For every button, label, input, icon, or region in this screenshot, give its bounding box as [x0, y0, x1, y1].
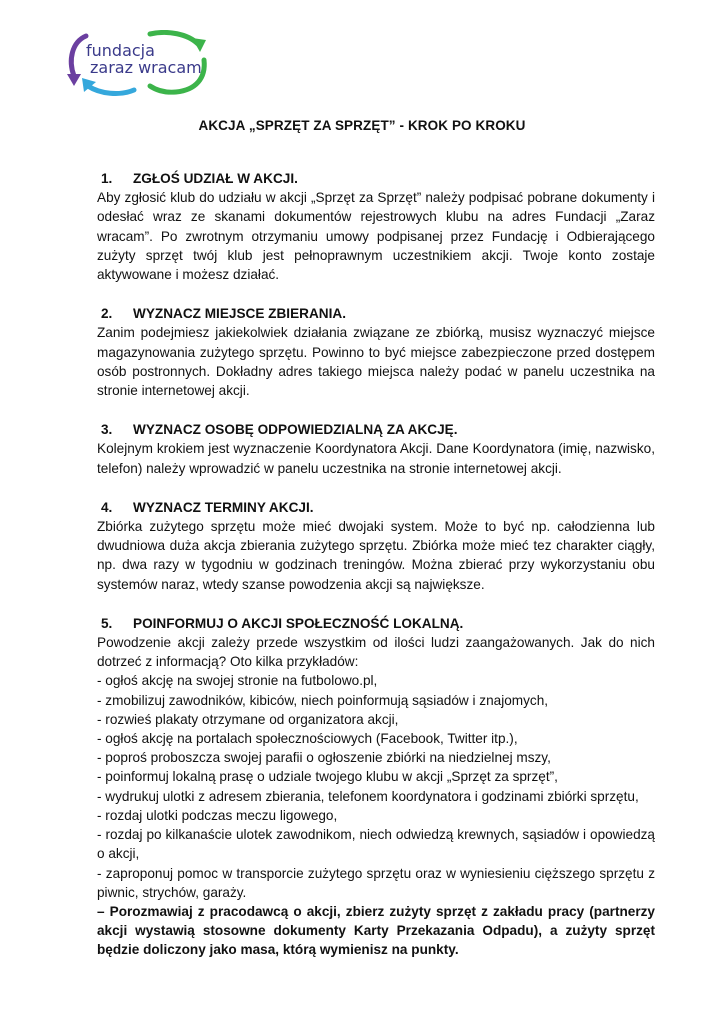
page-title: AKCJA „SPRZĘT ZA SPRZĘT” - KROK PO KROKU	[198, 118, 526, 133]
list-item: - poproś proboszcza swojej parafii o ogłoszenie zbiórki na niedzielnej mszy,	[97, 750, 551, 766]
list-item: - poinformuj lokalną prasę o udziale twojego klubu w akcji „Sprzęt za sprzęt”,	[97, 769, 558, 785]
section-title: WYZNACZ TERMINY AKCJI.	[133, 499, 314, 515]
section-heading	[97, 498, 655, 517]
section-number: 3.	[101, 422, 113, 438]
section-2	[97, 304, 655, 400]
list-item: - rozwieś plakaty otrzymane od organizatora akcji,	[97, 711, 399, 727]
list-item: - wydrukuj ulotki z adresem zbierania, telefonem koordynatora i godzinami zbiórki sprzętu,	[97, 788, 639, 804]
list-item: - zaproponuj pomoc w transporcie zużytego sprzętu oraz w wyniesieniu cięższego sprzętu z piwnic, strychów, garaży.	[97, 865, 655, 900]
section-intro: Powodzenie akcji zależy przede wszystkim od ilości ludzi zaangażowanych. Jak do nich dotrzeć z informacją? Oto kilka przykładów:	[97, 635, 655, 670]
section-text: Zanim podejmiesz jakiekolwiek działania związane ze zbiórką, musisz wyznaczyć miejsce magazynowania zużytego sprzętu. Powinno to być miejsce zabezpieczone przed dostępem osób postronnych. Dokładny adres takiego miejsca należy podać w panelu uczestnika na stronie internetowej akcji.	[97, 325, 655, 399]
section-1	[97, 169, 655, 284]
section-text: Kolejnym krokiem jest wyznaczenie Koordynatora Akcji. Dane Koordynatora (imię, nazwisko, telefon) należy wprowadzić w panelu uczestnika na stronie internetowej akcji.	[97, 441, 655, 476]
list-item: - zmobilizuj zawodników, kibiców, niech poinformują sąsiadów i znajomych,	[97, 692, 549, 708]
section-heading	[97, 420, 655, 439]
section-number: 4.	[101, 499, 113, 515]
section-3	[97, 420, 655, 478]
list-item: - rozdaj po kilkanaście ulotek zawodnikom, niech odwiedzą krewnych, sąsiadów i opowiedzą o akcji,	[97, 827, 655, 862]
list-item: - ogłoś akcję na swojej stronie na futbolowo.pl,	[97, 673, 378, 689]
section-heading	[97, 614, 655, 633]
document-body	[97, 169, 655, 980]
logo-line-2: zaraz wracam	[90, 58, 202, 77]
section-text: Aby zgłosić klub do udziału w akcji „Sprzęt za Sprzęt” należy podpisać pobrane dokumenty i odesłać wraz ze skanami dokumentów rejestrowych klubu na adres Fundacji „Zaraz wracam”. Po zwrotnym otrzymaniu umowy podpisanej przez Fundację i Odbierającego zużyty sprzęt twój klub jest pełnoprawnym uczestnikiem akcji. Twoje konto zostaje aktywowane i możesz działać.	[97, 190, 655, 283]
logo-line-1: fundacja	[86, 41, 155, 60]
section-title: POINFORMUJ O AKCJI SPOŁECZNOŚĆ LOKALNĄ.	[133, 615, 464, 631]
section-4	[97, 498, 655, 594]
section-heading	[97, 169, 655, 188]
list-item: - rozdaj ulotki podczas meczu ligowego,	[97, 807, 338, 823]
section-title: WYZNACZ MIEJSCE ZBIERANIA.	[133, 306, 346, 322]
section-text: Zbiórka zużytego sprzętu może mieć dwojaki system. Może to być np. całodzienna lub dwudniowa duża akcja zbierania zużytego sprzętu. Zbiórka może mieć tez charakter ciągły, np. dwa razy w tygodniu w godzinach treningów. Można zbierać przy wykorzystaniu obu systemów naraz, wtedy szanse powodzenia akcji są największe.	[97, 519, 655, 592]
section-number: 1.	[101, 171, 113, 186]
section-heading	[97, 304, 655, 323]
section-title: ZGŁOŚ UDZIAŁ W AKCJI.	[133, 171, 298, 186]
section-number: 2.	[101, 306, 113, 322]
section-title: WYZNACZ OSOBĘ ODPOWIEDZIALNĄ ZA AKCJĘ.	[133, 422, 458, 438]
section-number: 5.	[101, 615, 113, 631]
list-item: - ogłoś akcję na portalach społecznościowych (Facebook, Twitter itp.),	[97, 731, 518, 747]
logo	[64, 30, 212, 100]
final-note: – Porozmawiaj z pracodawcą o akcji, zbierz zużyty sprzęt z zakładu pracy (partnerzy akcji wystawią stosowne dokumenty Karty Przekazania Odpadu), a zużyty sprzęt będzie doliczony jako masa, którą wymienisz na punkty.	[97, 903, 655, 958]
section-5	[97, 614, 655, 960]
